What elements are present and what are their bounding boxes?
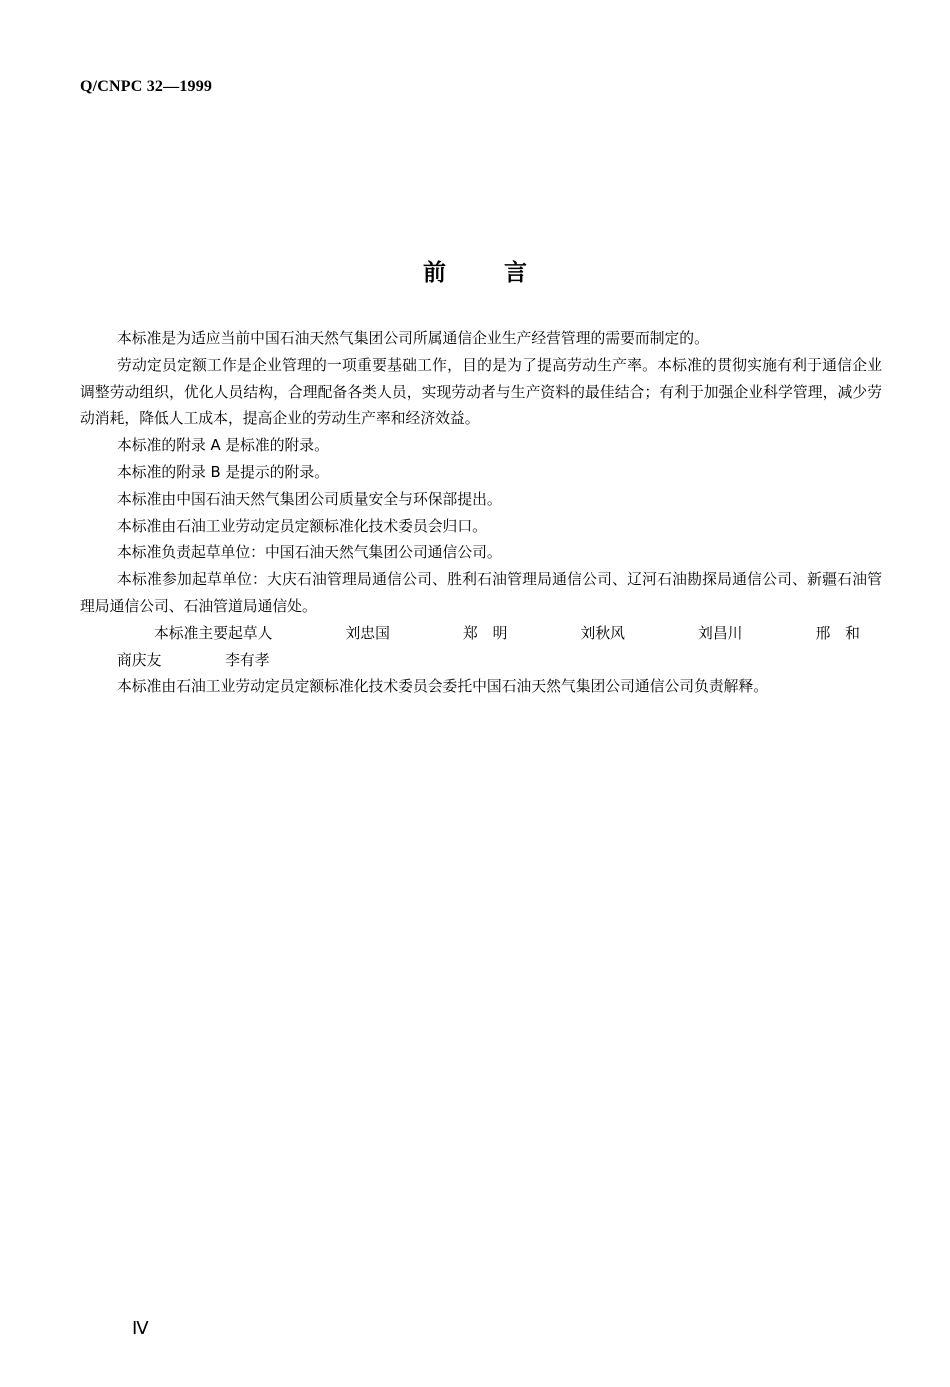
page-title xyxy=(0,254,950,287)
page-number: Ⅳ xyxy=(132,1318,149,1338)
paragraph-participating-units: 本标准参加起草单位：大庆石油管理局通信公司、胜利石油管理局通信公司、辽河石油勘探局通信公司、新疆石油管理局通信公司、石油管道局通信处。 xyxy=(80,571,882,615)
paragraph-purpose: 本标准是为适应当前中国石油天然气集团公司所属通信企业生产经营管理的需要而制定的。 xyxy=(117,330,709,347)
drafters-label: 本标准主要起草人 xyxy=(154,624,273,642)
title-char-2: 言 xyxy=(504,260,527,286)
drafter-name: 刘昌川 xyxy=(698,624,743,642)
paragraph-significance: 劳动定员定额工作是企业管理的一项重要基础工作，目的是为了提高劳动生产率。本标准的贯彻实施有利于通信企业调整劳动组织，优化人员结构，合理配备各类人员，实现劳动者与生产资料的最佳结合；有利于加强企业科学管理，减少劳动消耗，降低人工成本，提高企业的劳动生产率和经济效益。 xyxy=(80,356,882,428)
foreword-body xyxy=(80,326,882,701)
paragraph-interpretation: 本标准由石油工业劳动定员定额标准化技术委员会委托中国石油天然气集团公司通信公司负责解释。 xyxy=(117,678,769,696)
paragraph-drafters xyxy=(80,621,882,675)
drafter-name: 郑 明 xyxy=(463,624,508,642)
paragraph-centralized: 本标准由石油工业劳动定员定额标准化技术委员会归口。 xyxy=(117,517,487,535)
drafter-name: 刘秋风 xyxy=(580,624,625,642)
standard-code: Q/CNPC 32—1999 xyxy=(80,78,213,95)
paragraph-appendix-b: 本标准的附录 B 是提示的附录。 xyxy=(117,463,329,481)
drafter-name: 邢 和 xyxy=(815,624,860,642)
drafter-name: 刘忠国 xyxy=(345,624,390,642)
paragraph-appendix-a: 本标准的附录 A 是标准的附录。 xyxy=(117,437,329,455)
paragraph-responsible-unit: 本标准负责起草单位：中国石油天然气集团公司通信公司。 xyxy=(117,544,502,562)
drafter-name: 李有孝 xyxy=(225,651,270,669)
drafter-name: 商庆友 xyxy=(117,651,162,669)
title-char-1: 前 xyxy=(423,260,446,286)
paragraph-proposer: 本标准由中国石油天然气集团公司质量安全与环保部提出。 xyxy=(117,490,502,508)
